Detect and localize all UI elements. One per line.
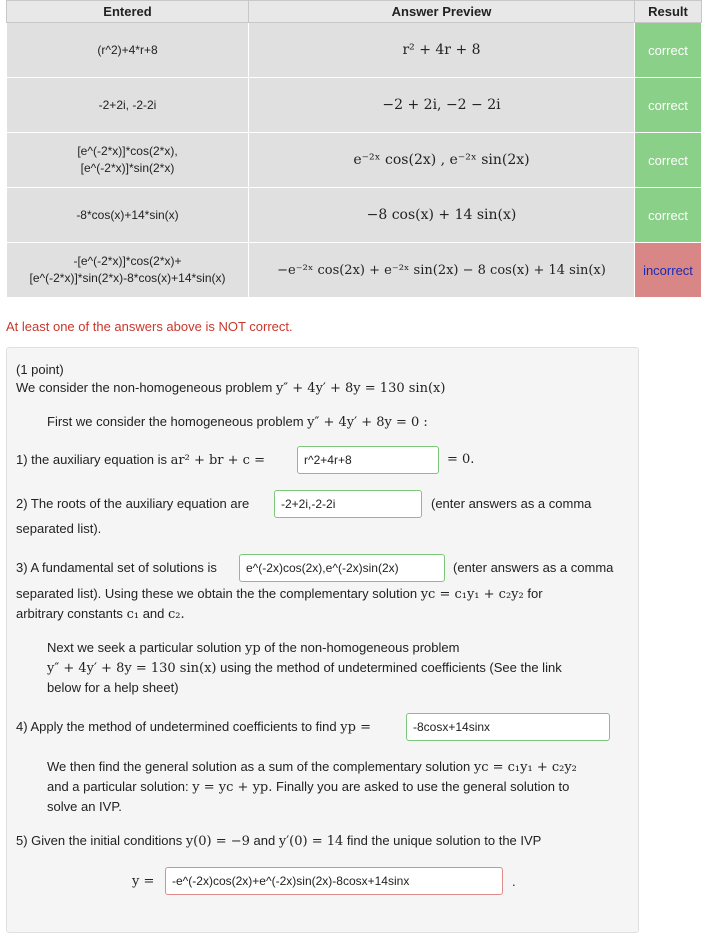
feedback-message: At least one of the answers above is NOT correct.: [6, 319, 293, 334]
q5-and: and: [253, 833, 276, 848]
entered-text-line2: [e^(-2*x)]*sin(2*x): [80, 161, 175, 175]
problem-panel: [6, 347, 639, 933]
q3-continued-text: separated list). Using these we obtain the the complementary solution: [16, 586, 418, 601]
q2-answer-field[interactable]: -2+2i,-2-2i: [274, 490, 422, 518]
table-row: [7, 243, 702, 298]
homogeneous-line: [47, 412, 428, 433]
intro-line: [16, 378, 445, 399]
results-header-row: [7, 1, 702, 23]
results-table: [6, 0, 702, 298]
preview-cell: −e⁻²ˣ cos(2x) + e⁻²ˣ sin(2x) − 8 cos(x) + 14 sin(x): [249, 243, 635, 298]
q3-after: (enter answers as a comma: [453, 560, 614, 575]
entered-text: [e^(-2*x)]*cos(2*x),: [77, 144, 178, 158]
q5-period: .: [512, 874, 516, 889]
preview-cell: −2 + 2i, −2 − 2i: [249, 78, 635, 133]
next-text-b: of the non-homogeneous problem: [264, 640, 460, 655]
q5-initial-yprime: y′(0) = 14: [278, 834, 344, 849]
entered-text: -2+2i, -2-2i: [98, 97, 157, 112]
q5-label: y =: [132, 874, 155, 889]
general-text-a: We then find the general solution as a sum of the complementary solution: [47, 759, 471, 774]
general-eq-complementary: yc = c₁y₁ + c₂y₂: [473, 760, 577, 775]
q1-line: [16, 450, 265, 471]
general-text-d: solve an IVP.: [47, 799, 122, 814]
preview-cell: −8 cos(x) + 14 sin(x): [249, 188, 635, 243]
entered-text: -[e^(-2*x)]*cos(2*x)+: [73, 254, 182, 268]
q4-answer-field[interactable]: -8cosx+14sinx: [406, 713, 610, 741]
q5-line: [16, 831, 541, 852]
preview-cell: e⁻²ˣ cos(2x) , e⁻²ˣ sin(2x): [249, 133, 635, 188]
header-entered: Entered: [7, 1, 249, 23]
q2-after: (enter answers as a comma: [431, 496, 592, 511]
entered-cell: [7, 78, 249, 133]
q1-after: = 0.: [447, 452, 475, 467]
q3-constants-line: [16, 604, 185, 625]
result-cell: incorrect: [635, 243, 702, 298]
table-row: [7, 78, 702, 133]
homogeneous-equation: y″ + 4y′ + 8y = 0 :: [307, 415, 428, 430]
general-text-b: and a particular solution:: [47, 779, 189, 794]
q1-equation: ar² + br + c =: [170, 453, 265, 468]
q4-text: 4) Apply the method of undetermined coefficients to find: [16, 719, 337, 734]
q4-line: [16, 717, 371, 738]
homogeneous-text: First we consider the homogeneous problem: [47, 414, 304, 429]
result-cell: correct: [635, 188, 702, 243]
general-text-c: Finally you are asked to use the general solution to: [276, 779, 570, 794]
preview-cell: r² + 4r + 8: [249, 23, 635, 78]
q1-answer-field[interactable]: r^2+4r+8: [297, 446, 439, 474]
table-row: [7, 23, 702, 78]
intro-text: We consider the non-homogeneous problem: [16, 380, 273, 395]
entered-text-line2: [e^(-2*x)]*sin(2*x)-8*cos(x)+14*sin(x): [29, 271, 226, 285]
q5-text: 5) Given the initial conditions: [16, 833, 183, 848]
general-line-2: [47, 777, 569, 798]
q3-answer-field[interactable]: e^(-2x)cos(2x),e^(-2x)sin(2x): [239, 554, 445, 582]
result-cell: correct: [635, 133, 702, 188]
next-line-2: [47, 658, 562, 679]
next-line-1: [47, 638, 459, 659]
q3-continued-line: [16, 584, 543, 605]
entered-cell: [7, 23, 249, 78]
entered-cell: [7, 188, 249, 243]
entered-cell: [7, 243, 249, 298]
next-text-d: below for a help sheet): [47, 680, 179, 695]
q3-for: for: [527, 586, 543, 601]
table-row: [7, 133, 702, 188]
entered-text: -8*cos(x)+14*sin(x): [76, 207, 179, 222]
table-row: [7, 188, 702, 243]
q4-equation: yp =: [340, 720, 371, 735]
general-eq-general: y = yc + yp.: [192, 780, 273, 795]
q3-complementary-equation: yc = c₁y₁ + c₂y₂: [420, 587, 524, 602]
points-label: (1 point): [16, 362, 64, 377]
q3-c1: c₁: [126, 607, 140, 622]
q2-continued: separated list).: [16, 521, 102, 536]
general-line-1: [47, 757, 577, 778]
header-result: Result: [635, 1, 702, 23]
q5-initial-y: y(0) = −9: [185, 834, 250, 849]
entered-cell: [7, 133, 249, 188]
entered-text: (r^2)+4*r+8: [97, 42, 158, 57]
result-cell: correct: [635, 78, 702, 133]
q2-text: 2) The roots of the auxiliary equation are: [16, 496, 250, 511]
q3-text: 3) A fundamental set of solutions is: [16, 560, 217, 575]
q1-text: 1) the auxiliary equation is: [16, 452, 168, 467]
intro-equation: y″ + 4y′ + 8y = 130 sin(x): [275, 381, 446, 396]
q5-answer-field[interactable]: -e^(-2x)cos(2x)+e^(-2x)sin(2x)-8cosx+14sinx: [165, 867, 503, 895]
q3-and: and: [142, 606, 165, 621]
q3-c2: c₂.: [168, 607, 185, 622]
next-yp: yp: [245, 641, 261, 656]
next-equation: y″ + 4y′ + 8y = 130 sin(x): [47, 661, 217, 676]
q5-after: find the unique solution to the IVP: [346, 833, 542, 848]
next-text-c: using the method of undetermined coefficients (See the link: [220, 660, 562, 675]
next-text-a: Next we seek a particular solution: [47, 640, 242, 655]
result-cell: correct: [635, 23, 702, 78]
q3-constants-text: arbitrary constants: [16, 606, 123, 621]
header-answer-preview: Answer Preview: [249, 1, 635, 23]
